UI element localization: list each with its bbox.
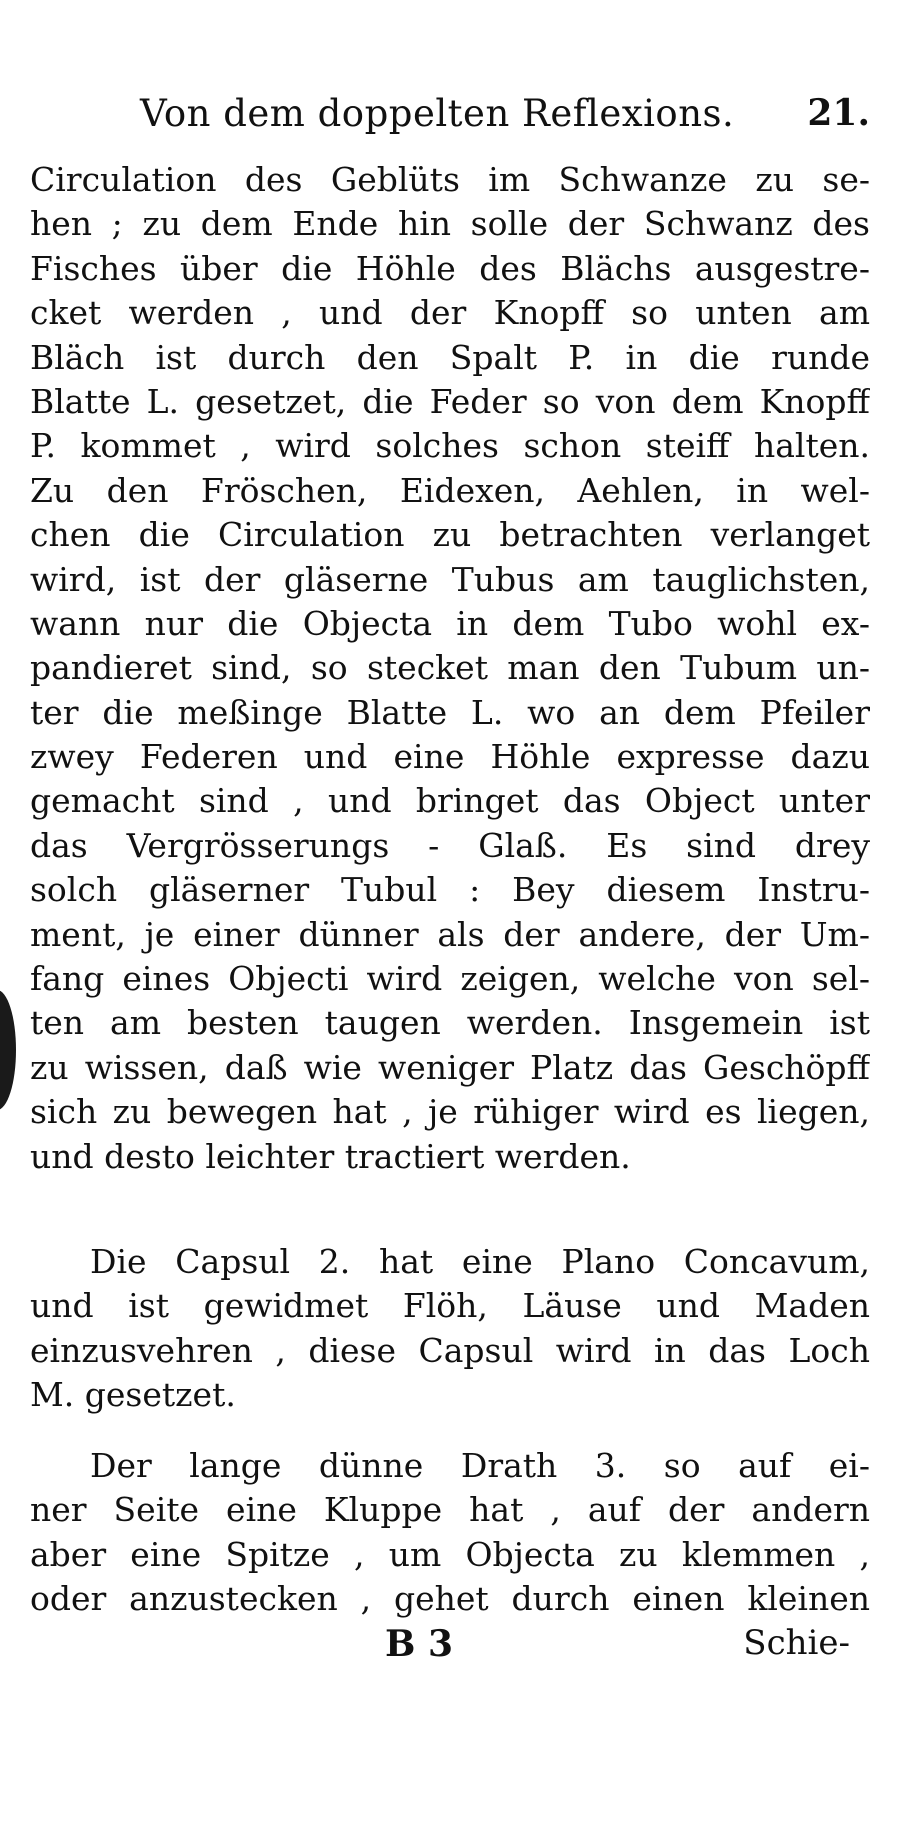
page-header [140,92,870,152]
text-line: wird, ist der gläserne Tubus am tauglichsten, [30,559,870,599]
text-line: sich zu bewegen hat , je rühiger wird es liegen, [30,1092,870,1132]
text-line: M. gesetzet. [30,1375,236,1415]
text-line: Die Capsul 2. hat eine Plano Concavum, [90,1242,870,1281]
ink-blot [0,990,16,1110]
text-line: Fisches über die Höhle des Blächs ausgestre- [30,248,870,288]
text-line: Zu den Fröschen, Eidexen, Aehlen, in wel- [30,470,870,510]
text-line: wann nur die Objecta in dem Tubo wohl ex- [30,603,870,643]
text-line: aber eine Spitze , um Objecta zu klemmen , [30,1534,870,1574]
text-line: ten am besten taugen werden. Insgemein ist [30,1003,870,1043]
text-line: Circulation des Geblüts im Schwanze zu se- [30,160,870,199]
text-line: hen ; zu dem Ende hin solle der Schwanz des [30,204,870,244]
page-number: 21. [807,92,870,134]
text-line: ter die meßinge Blatte L. wo an dem Pfeiler [30,692,870,732]
text-line: solch gläserner Tubul : Bey diesem Instru- [30,870,870,910]
text-line: ment, je einer dünner als der andere, der Um- [30,914,870,954]
text-line: fang eines Objecti wird zeigen, welche von sel- [30,959,870,999]
paragraph-3 [30,1444,870,1622]
text-line: zwey Federen und eine Höhle expresse dazu [30,737,870,777]
text-line: einzusvehren , diese Capsul wird in das Loch [30,1330,870,1370]
text-line: P. kommet , wird solches schon steiff halten. [30,426,870,466]
text-line: Bläch ist durch den Spalt P. in die runde [30,337,870,377]
text-line: und desto leichter tractiert werden. [30,1136,631,1176]
text-line: das Vergrösserungs - Glaß. Es sind drey [30,825,870,865]
catchword: Schie- [743,1623,850,1663]
text-line: Blatte L. gesetzet, die Feder so von dem Knopff [30,381,870,421]
text-line: cket werden , und der Knopff so unten am [30,293,870,333]
text-line: gemacht sind , und bringet das Object unter [30,781,870,821]
text-line: oder anzustecken , gehet durch einen kleinen [30,1579,870,1619]
running-title: Von dem doppelten Reflexions. [140,92,735,135]
text-line: Der lange dünne Drath 3. so auf ei- [90,1446,870,1485]
paragraph-2 [30,1240,870,1418]
text-line: chen die Circulation zu betrachten verlanget [30,515,870,555]
text-line: pandieret sind, so stecket man den Tubum un- [30,648,870,688]
text-line: ner Seite eine Kluppe hat , auf der andern [30,1490,870,1530]
signature-mark: B 3 [385,1623,454,1665]
page-footer [0,1623,900,1673]
text-line: und ist gewidmet Flöh, Läuse und Maden [30,1286,870,1326]
text-line: zu wissen, daß wie weniger Platz das Geschöpff [30,1047,870,1087]
paragraph-1 [30,158,870,1179]
